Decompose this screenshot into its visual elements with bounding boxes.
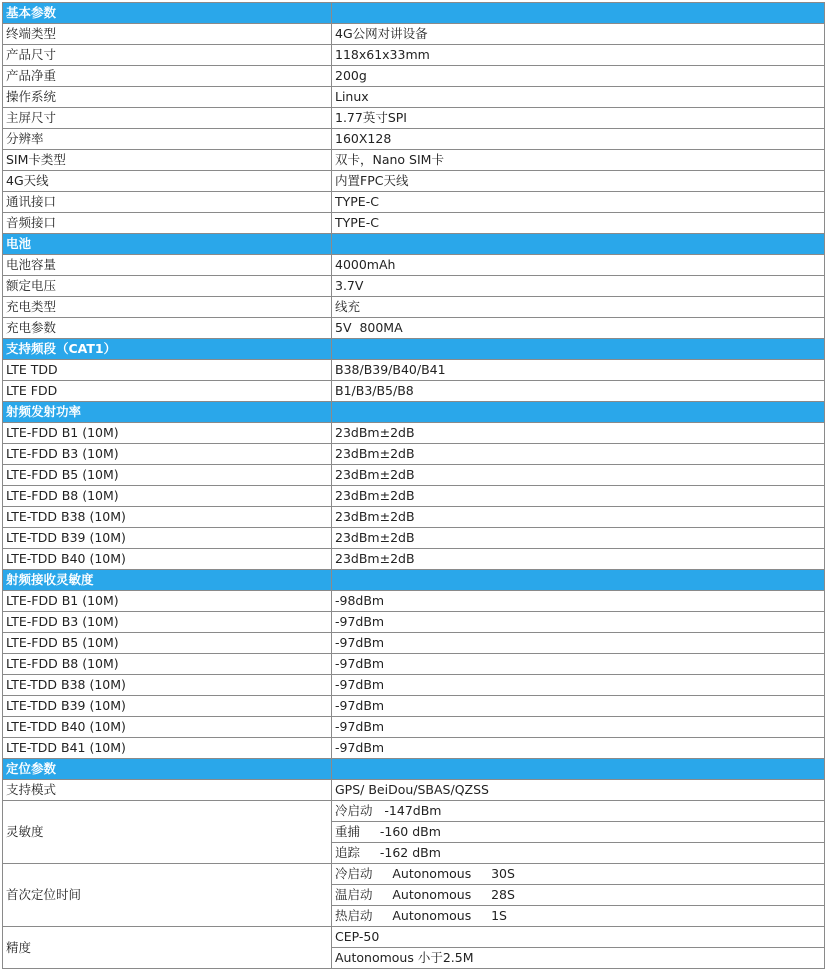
section-title: 支持频段（CAT1） xyxy=(3,339,332,360)
table-row xyxy=(3,654,825,675)
table-row xyxy=(3,318,825,339)
param-value: 23dBm±2dB xyxy=(332,507,825,528)
param-value: 4G公网对讲设备 xyxy=(332,24,825,45)
param-label: LTE-FDD B5 (10M) xyxy=(3,465,332,486)
param-label: LTE-TDD B38 (10M) xyxy=(3,675,332,696)
table-row xyxy=(3,927,825,948)
table-row xyxy=(3,150,825,171)
param-label: LTE-TDD B38 (10M) xyxy=(3,507,332,528)
param-label: LTE-TDD B39 (10M) xyxy=(3,528,332,549)
param-label: LTE-TDD B41 (10M) xyxy=(3,738,332,759)
param-value: 追踪 -162 dBm xyxy=(332,843,825,864)
table-row xyxy=(3,381,825,402)
param-value: 23dBm±2dB xyxy=(332,444,825,465)
param-value: 23dBm±2dB xyxy=(332,465,825,486)
param-label: 支持模式 xyxy=(3,780,332,801)
param-label: 充电参数 xyxy=(3,318,332,339)
table-row xyxy=(3,444,825,465)
param-label: 额定电压 xyxy=(3,276,332,297)
table-row xyxy=(3,801,825,822)
param-label: LTE-FDD B1 (10M) xyxy=(3,423,332,444)
table-row xyxy=(3,612,825,633)
param-label: 灵敏度 xyxy=(3,801,332,864)
table-row xyxy=(3,276,825,297)
table-row xyxy=(3,297,825,318)
param-value: 23dBm±2dB xyxy=(332,528,825,549)
param-value: -97dBm xyxy=(332,696,825,717)
section-title: 基本参数 xyxy=(3,3,332,24)
param-value: Autonomous 小于2.5M xyxy=(332,948,825,969)
param-label: LTE FDD xyxy=(3,381,332,402)
section-header-blank xyxy=(332,3,825,24)
param-label: 电池容量 xyxy=(3,255,332,276)
table-row xyxy=(3,528,825,549)
param-value: 118x61x33mm xyxy=(332,45,825,66)
table-row xyxy=(3,129,825,150)
table-row xyxy=(3,87,825,108)
table-row xyxy=(3,696,825,717)
section-header-row xyxy=(3,570,825,591)
table-row xyxy=(3,549,825,570)
table-row xyxy=(3,45,825,66)
param-label: 4G天线 xyxy=(3,171,332,192)
table-row xyxy=(3,780,825,801)
param-value: 热启动 Autonomous 1S xyxy=(332,906,825,927)
param-label: 首次定位时间 xyxy=(3,864,332,927)
param-label: 产品净重 xyxy=(3,66,332,87)
table-row xyxy=(3,465,825,486)
param-value: 23dBm±2dB xyxy=(332,423,825,444)
param-label: 产品尺寸 xyxy=(3,45,332,66)
param-label: 充电类型 xyxy=(3,297,332,318)
table-row xyxy=(3,507,825,528)
param-label: 音频接口 xyxy=(3,213,332,234)
param-label: LTE-TDD B40 (10M) xyxy=(3,549,332,570)
section-header-row xyxy=(3,759,825,780)
param-value: -97dBm xyxy=(332,717,825,738)
table-row xyxy=(3,423,825,444)
table-row xyxy=(3,66,825,87)
param-value: -97dBm xyxy=(332,738,825,759)
table-row xyxy=(3,591,825,612)
param-value: 冷启动 Autonomous 30S xyxy=(332,864,825,885)
spec-table-body xyxy=(3,3,825,969)
param-value: -97dBm xyxy=(332,633,825,654)
param-value: B1/B3/B5/B8 xyxy=(332,381,825,402)
param-value: -98dBm xyxy=(332,591,825,612)
param-value: GPS/ BeiDou/SBAS/QZSS xyxy=(332,780,825,801)
table-row xyxy=(3,738,825,759)
param-value: -97dBm xyxy=(332,654,825,675)
param-value: 重捕 -160 dBm xyxy=(332,822,825,843)
param-label: LTE-TDD B40 (10M) xyxy=(3,717,332,738)
table-row xyxy=(3,717,825,738)
table-row xyxy=(3,486,825,507)
param-label: LTE-FDD B8 (10M) xyxy=(3,654,332,675)
param-value: CEP-50 xyxy=(332,927,825,948)
table-row xyxy=(3,675,825,696)
section-header-blank xyxy=(332,759,825,780)
param-value: 23dBm±2dB xyxy=(332,549,825,570)
param-value: 线充 xyxy=(332,297,825,318)
param-value: Linux xyxy=(332,87,825,108)
param-value: TYPE-C xyxy=(332,192,825,213)
param-label: 通讯接口 xyxy=(3,192,332,213)
section-header-row xyxy=(3,339,825,360)
table-row xyxy=(3,213,825,234)
param-label: LTE-FDD B3 (10M) xyxy=(3,612,332,633)
param-label: 分辨率 xyxy=(3,129,332,150)
param-label: LTE-FDD B8 (10M) xyxy=(3,486,332,507)
section-header-blank xyxy=(332,234,825,255)
section-title: 定位参数 xyxy=(3,759,332,780)
param-value: 200g xyxy=(332,66,825,87)
param-value: TYPE-C xyxy=(332,213,825,234)
table-row xyxy=(3,633,825,654)
param-value: 23dBm±2dB xyxy=(332,486,825,507)
table-row xyxy=(3,171,825,192)
param-value: 160X128 xyxy=(332,129,825,150)
param-label: 操作系统 xyxy=(3,87,332,108)
param-label: 主屏尺寸 xyxy=(3,108,332,129)
section-title: 电池 xyxy=(3,234,332,255)
param-label: LTE-FDD B3 (10M) xyxy=(3,444,332,465)
param-value: 内置FPC天线 xyxy=(332,171,825,192)
param-value: -97dBm xyxy=(332,675,825,696)
section-title: 射频发射功率 xyxy=(3,402,332,423)
table-row xyxy=(3,864,825,885)
section-header-row xyxy=(3,402,825,423)
param-value: 温启动 Autonomous 28S xyxy=(332,885,825,906)
param-label: LTE-FDD B1 (10M) xyxy=(3,591,332,612)
param-label: 精度 xyxy=(3,927,332,969)
section-header-row xyxy=(3,234,825,255)
section-header-blank xyxy=(332,570,825,591)
param-label: 终端类型 xyxy=(3,24,332,45)
param-value: 3.7V xyxy=(332,276,825,297)
param-value: 4000mAh xyxy=(332,255,825,276)
table-row xyxy=(3,24,825,45)
spec-table xyxy=(2,2,825,969)
param-label: SIM卡类型 xyxy=(3,150,332,171)
param-value: 双卡，Nano SIM卡 xyxy=(332,150,825,171)
param-label: LTE TDD xyxy=(3,360,332,381)
param-label: LTE-TDD B39 (10M) xyxy=(3,696,332,717)
param-value: 冷启动 -147dBm xyxy=(332,801,825,822)
param-value: B38/B39/B40/B41 xyxy=(332,360,825,381)
table-row xyxy=(3,255,825,276)
section-title: 射频接收灵敏度 xyxy=(3,570,332,591)
section-header-blank xyxy=(332,339,825,360)
table-row xyxy=(3,192,825,213)
param-value: 1.77英寸SPI xyxy=(332,108,825,129)
param-value: 5V 800MA xyxy=(332,318,825,339)
section-header-blank xyxy=(332,402,825,423)
param-label: LTE-FDD B5 (10M) xyxy=(3,633,332,654)
table-row xyxy=(3,108,825,129)
table-row xyxy=(3,360,825,381)
param-value: -97dBm xyxy=(332,612,825,633)
section-header-row xyxy=(3,3,825,24)
